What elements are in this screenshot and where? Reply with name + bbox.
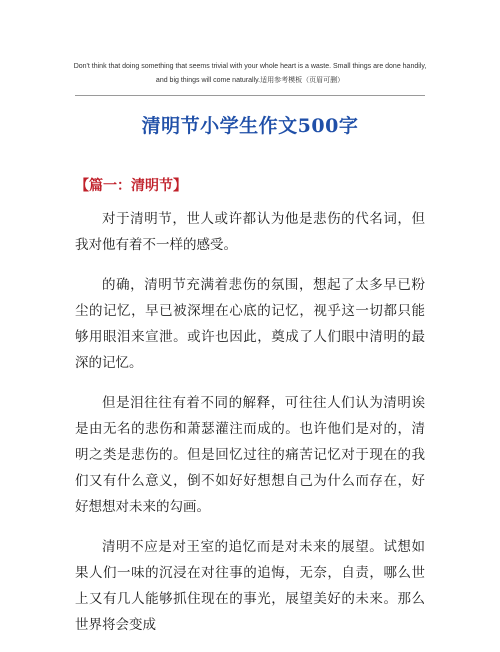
paragraph: 的确，清明节充满着悲伤的氛围，想起了太多早已粉尘的记忆，早已被深埋在心底的记忆，视乎这一切都只能够用眼泪来宣泄。或许也因此，奠成了人们眼中清明的最深的记忆。 <box>75 277 425 371</box>
document-body <box>75 206 425 652</box>
header-divider <box>75 95 425 96</box>
document-title: 清明节小学生作文500字 <box>141 115 359 137</box>
section-heading: 【篇一：清明节】 <box>75 178 187 194</box>
page-header-note: Don't think that doing something that seems trivial with your whole heart is a waste. Small things are done handily, and big things will come naturally.适用参考模板（页眉可删） <box>73 63 427 84</box>
paragraph: 但是泪往往有着不同的解释，可往往人们认为清明诶是由无名的悲伤和萧瑟灌注而成的。也许他们是对的，清明之类是悲伤的。但是回忆过往的痛苦记忆对于现在的我们又有什么意义，倒不如好好想想自己为什么而存在，好好想想对未来的勾画。 <box>75 395 425 515</box>
paragraph: 对于清明节，世人或许都认为他是悲伤的代名词，但我对他有着不一样的感受。 <box>75 211 425 253</box>
paragraph: 清明不应是对王室的追忆而是对未来的展望。试想如果人们一味的沉浸在对往事的追悔，无奈，自责，哪么世上又有几人能够抓住现在的事光，展望美好的未来。那么世界将会变成 <box>75 539 425 633</box>
